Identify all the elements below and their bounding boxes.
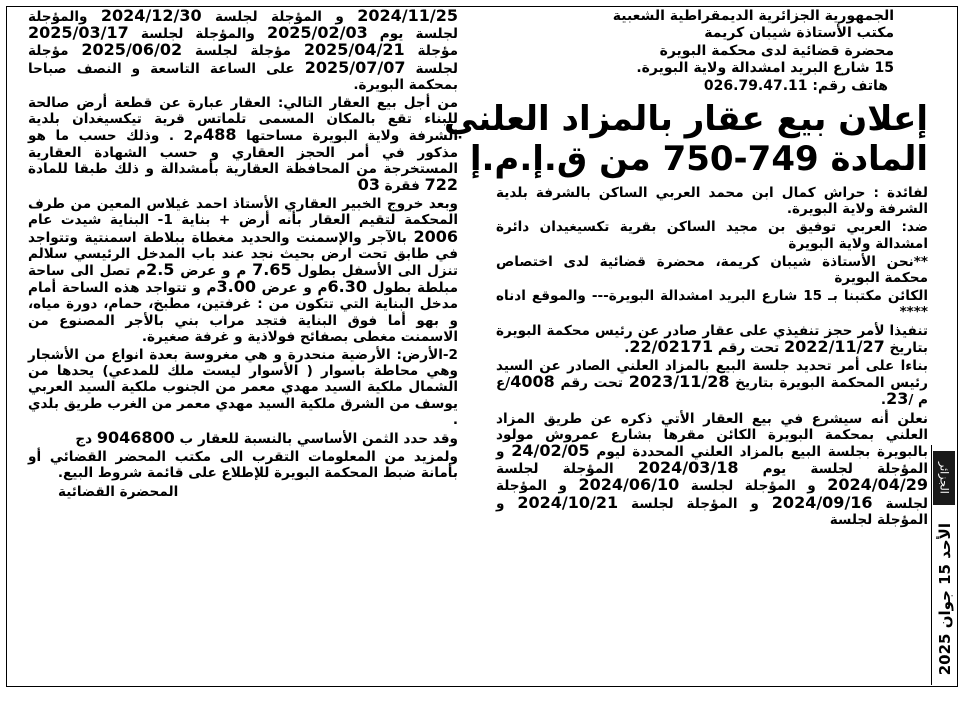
letterhead-republic: الجمهورية الجزائرية الديمقراطية الشعبية xyxy=(612,8,894,24)
paragraph xyxy=(28,449,458,481)
letterhead-phone: هاتف رقم: 026.79.47.11 xyxy=(703,77,888,94)
emphasized-text: 2024/12/30 xyxy=(100,6,202,25)
paragraph-text: تنفيذا لأمر حجز تنفيذي على عقار صادر عن رئيس محكمة البويرة بتاريخ xyxy=(496,322,928,356)
emphasized-text: 3.00 xyxy=(216,277,256,297)
paragraph-text: مؤجلة لجلسة xyxy=(182,43,304,60)
paragraph xyxy=(28,347,458,428)
emphasized-text: 2025/07/07 xyxy=(304,57,406,77)
paragraph-text: مؤجلة لجلسة xyxy=(28,43,459,77)
emphasized-text: 2022/11/27 xyxy=(784,336,885,356)
paragraph-text: 2-الأرض: الأرضية منحدرة و هي مغروسة بعدة انواع من الأشجار وهي محاطة باسوار ( الأسوار ليست ملك للمدعي) يحدها من الشمال ملكية السيد مهدي معمر من الجنوب ملكية السيد العربي يوسف من الشرق ملكية السيد مهدي معمر من الغرب طريق بلدي . xyxy=(28,347,458,428)
issue-date: الأحد 15 جوان 2025 xyxy=(936,522,954,675)
paragraph-text: المؤجلة لجلسة xyxy=(496,461,638,478)
paragraph xyxy=(496,411,928,528)
paragraph-text: م و تتواجد هذه الساحة أمام مدخل البناية التي تتكون من : غرفتين، مطبخ، حمام، دورة مياه، و بهو أما فوق البناية فتجد مراب بني بالأجر المصنوع من الاسمنت مغطى بصفائح فولاذية و غرفة صغيرة. xyxy=(28,280,458,345)
paragraph-text: بناءا على أمر تحديد جلسة البيع بالمزاد العلني الصادر عن السيد رئيس المحكمة البويرة بتاريخ xyxy=(496,358,928,392)
paragraph-text: على الساعة التاسعة و النصف صباحا بمحكمة البويرة. xyxy=(28,60,458,93)
paragraph-text: دج xyxy=(75,431,97,448)
emphasized-text: 23 xyxy=(886,389,909,409)
emphasized-text: 2.5 xyxy=(146,260,175,280)
emphasized-text: 2024/03/18 xyxy=(637,458,739,478)
paragraph-text: ولمزيد من المعلومات التقرب الى مكتب المحضر القضائي أو بأمانة ضبط المحكمة البويرة للإطلاع على قائمة شروط البيع. xyxy=(28,449,458,482)
paragraph-text: م و عرض xyxy=(255,280,328,297)
letterhead xyxy=(496,8,928,95)
emphasized-text: 4008 xyxy=(510,372,555,392)
left-body xyxy=(28,8,458,482)
paragraph-text: لفائدة : حراش كمال ابن محمد العربي الساكن بالشرفة بلدية الشرفة ولاية البويرة. xyxy=(496,185,928,218)
paragraph-text: و المؤجلة لجلسة xyxy=(201,9,358,25)
paragraph xyxy=(496,288,928,320)
paragraph-text: **نحن الأستاذة شيبان كريمة، محضرة قضائية لدى اختصاص محكمة البويرة xyxy=(496,253,928,287)
paragraph-text: م تصل الى ساحة مبلطة بطول xyxy=(28,263,458,297)
paragraph-text: . xyxy=(880,392,887,409)
paragraph-text: والمؤجلة لجلسة xyxy=(128,26,267,43)
letterhead-role: محضرة قضائية لدى محكمة البويرة xyxy=(659,42,894,59)
side-strip xyxy=(931,445,956,685)
paragraph-text: وقد حدد الثمن الأساسي بالنسبة للعقار ب xyxy=(174,431,458,448)
signature-title: المحضرة القضائية xyxy=(58,483,179,500)
paragraph-text: . xyxy=(624,339,630,356)
paragraph-text: وبعد خروج الخبير العقاري الأستاذ احمد غيلاس المعين من طرف المحكمة لتقيم العقار بأنه أرض + بناية 1- البناية شيدت عام xyxy=(28,196,459,229)
emphasized-text: 03 xyxy=(357,175,380,195)
emphasized-text: 22/02171 xyxy=(629,336,714,356)
emphasized-text: 2024/04/29 xyxy=(827,475,928,495)
emphasized-text: 2024/06/10 xyxy=(578,475,680,495)
newspaper-masthead: الجزائر xyxy=(933,451,955,505)
letterhead-address: 15 شارع البريد امشدالة ولاية البويرة. xyxy=(636,60,894,77)
emphasized-text: 2023/11/28 xyxy=(628,372,730,392)
emphasized-text: 2006 xyxy=(413,226,458,246)
announcement-headline xyxy=(443,99,928,180)
emphasized-text: 722 xyxy=(424,175,458,195)
paragraph-text: و المؤجلة لجلسة xyxy=(496,478,928,512)
paragraph-text: مؤجلة xyxy=(404,43,458,60)
emphasized-text: 7.65 xyxy=(252,260,292,280)
paragraph xyxy=(496,358,928,409)
paragraph xyxy=(28,430,458,447)
emphasized-text: 2025/06/02 xyxy=(81,40,183,60)
paragraph xyxy=(28,95,458,194)
headline-title: إعلان بيع عقار بالمزاد العلني xyxy=(443,99,928,140)
emphasized-text: 2024/09/16 xyxy=(771,492,873,512)
paragraph-text: و المؤجلة لجلسة يوم xyxy=(496,444,928,478)
paragraph xyxy=(28,8,458,93)
emphasized-text: 2025/03/17 xyxy=(28,23,129,43)
emphasized-text: 488 xyxy=(203,125,237,145)
paragraph-text: و المؤجلة لجلسة xyxy=(618,495,772,512)
emphasized-text: 24/02/05 xyxy=(511,441,590,461)
paragraph-text: م و عرض xyxy=(174,263,253,280)
paragraph-text: و المؤجلة لجلسة xyxy=(496,495,928,528)
emphasized-text: 6.30 xyxy=(327,277,367,297)
paragraph xyxy=(496,219,928,251)
paragraph-text: والمؤجلة لجلسة يوم xyxy=(28,9,458,43)
paragraph-text: م2 . وذلك حسب ما هو مذكور في أمر الحجز العقاري و حسب الشهادة العقارية المستخرجة من المحافظة العقارية بأمشدالة و ذلك طبقا للمادة xyxy=(28,128,458,177)
paragraph-text: و المؤجلة لجلسة xyxy=(679,478,828,495)
paragraph-text: ضد: العربي توفيق بن مجيد الساكن بقرية تكسيغيدان دائرة امشدالة ولاية البويرة xyxy=(496,219,928,252)
paragraph-text: الكائن مكتبنا بـ 15 شارع البريد امشدالة البويرة--- والموقع ادناه **** xyxy=(496,288,928,321)
paragraph xyxy=(496,254,928,286)
emphasized-text: 2025/04/21 xyxy=(303,40,405,60)
paragraph-text: بالآجر والإسمنت والحديد مغطاة ببلاطة اسمنتية وتتواجد في طابق تحت ارض بحيث نجد عند باب المدخل الرئيسي سلالم تنزل الى الأسفل بطول xyxy=(28,229,458,280)
paragraph xyxy=(496,323,928,356)
paragraph-text: نعلن أنه سيشرع في بيع العقار الأتي ذكره عن طريق المزاد العلني بمحكمة البويرة الكائن مقرها بشارع عمروش مولود بالبويرة بجلسة البيع بالمزاد العلني المحددة ليوم xyxy=(496,410,929,461)
paragraph-text: من أجل بيع العقار التالي: العقار عبارة عن قطعة أرض صالحة للبناء تقع بالمكان المسمى تلماتس قرية تيكسيغدان بلدية الشرفة ولاية البويرة مساحتها xyxy=(28,95,459,145)
letterhead-office: مكتب الأستاذة شيبان كريمة xyxy=(704,25,894,42)
paragraph-text: /ع م / xyxy=(496,375,928,409)
paragraph xyxy=(496,185,928,217)
emphasized-text: 2025/02/03 xyxy=(266,23,368,43)
right-column xyxy=(443,8,929,530)
emphasized-text: 2024/11/25 xyxy=(357,6,458,25)
paragraph-text: تحت رقم xyxy=(713,339,785,356)
closing-line xyxy=(28,484,458,500)
left-column xyxy=(28,8,458,500)
headline-article: المادة 749-750 من ق.إ.م.إ xyxy=(469,139,928,180)
emphasized-text: 9046800 xyxy=(96,428,175,448)
paragraph-text: تحت رقم xyxy=(554,375,629,392)
paragraph-text: فقرة xyxy=(379,178,425,195)
emphasized-text: 2024/10/21 xyxy=(517,492,619,512)
paragraph xyxy=(28,196,458,345)
right-body xyxy=(496,185,928,528)
